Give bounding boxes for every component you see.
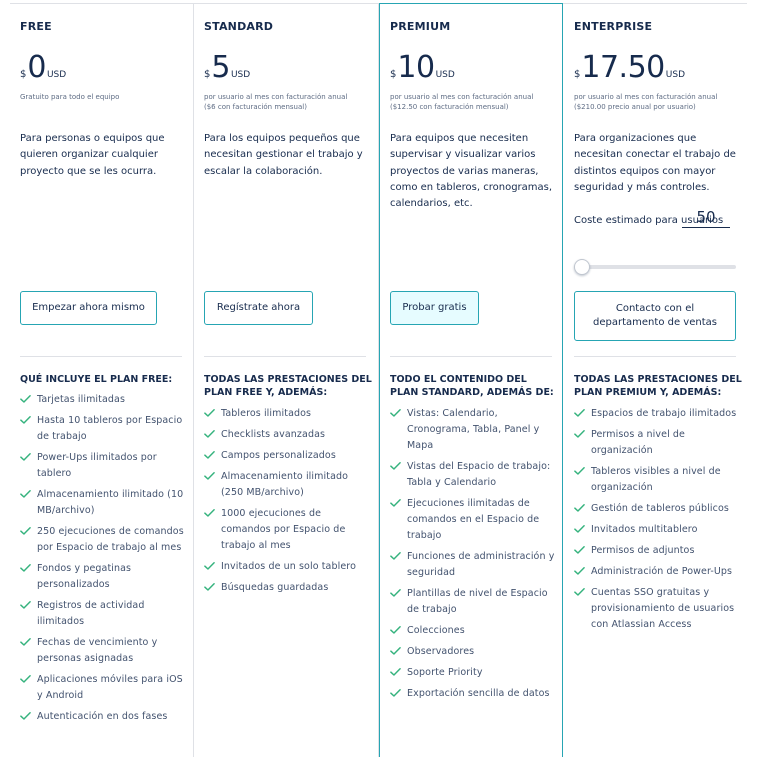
price-note [574,92,717,112]
feature-text: Hasta 10 tableros por Espacio de trabajo [37,415,183,442]
plan-card-enterprise [564,3,747,757]
feature-text: Observadores [407,646,475,657]
feature-item [574,585,742,633]
user-count-slider-track[interactable] [574,265,736,269]
feature-text: Vistas del Espacio de trabajo: Tabla y Calendario [407,461,551,488]
check-icon [20,674,31,684]
feature-text: Ejecuciones ilimitadas de comandos en el Espacio de trabajo [407,498,540,541]
feature-text: Almacenamiento ilimitado (10 MB/archivo) [37,489,184,516]
feature-item [20,635,188,667]
plan-description: Para equipos que necesiten supervisar y visualizar varios proyectos de varias maneras, como en tableros, cronogramas, calendarios, etc. [390,133,553,210]
feature-text: Almacenamiento ilimitado (250 MB/archivo) [221,471,349,498]
price-note [390,92,533,112]
feature-text: Power-Ups ilimitados por tablero [37,452,157,479]
check-icon [574,503,585,513]
price-currency: $ [390,69,397,80]
feature-item [390,586,558,618]
price-amount: 0 [27,50,46,85]
plan-price [390,50,455,85]
price-unit: USD [230,70,251,80]
price-note [204,92,347,112]
check-icon [390,667,401,677]
check-icon [20,600,31,610]
feature-item [390,686,558,702]
check-icon [390,408,401,418]
price-currency: $ [204,69,211,80]
price-note-line: por usuario al mes con facturación anual [574,93,718,101]
check-icon [390,646,401,656]
feature-item [390,623,558,639]
feature-item [20,524,188,556]
price-note-line: por usuario al mes con facturación anual [390,93,534,101]
check-icon [204,408,215,418]
price-note [20,92,119,102]
features-title: TODAS LAS PRESTACIONES DEL PLAN FREE Y, ADEMÁS: [204,374,372,398]
check-icon [20,415,31,425]
price-currency: $ [20,69,27,80]
feature-text: Tarjetas ilimitadas [37,394,126,405]
plan-name: ENTERPRISE [574,20,653,33]
features-list [574,406,742,638]
feature-text: Búsquedas guardadas [221,582,329,593]
feature-text: Administración de Power-Ups [591,566,733,577]
feature-text: Cuentas SSO gratuitas y provisionamiento de usuarios con Atlassian Access [591,587,735,630]
feature-text: Tableros visibles a nivel de organización [591,466,721,493]
check-icon [204,450,215,460]
features-list [390,406,558,707]
feature-text: 250 ejecuciones de comandos por Espacio de trabajo al mes [37,526,184,553]
plan-description: Para los equipos pequeños que necesitan gestionar el trabajo y escalar la colaboración. [204,133,363,177]
check-icon [574,587,585,597]
plan-description: Para personas o equipos que quieren organizar cualquier proyecto que se les ocurra. [20,133,165,177]
check-icon [574,429,585,439]
check-icon [204,561,215,571]
price-note-line: ($12.50 con facturación mensual) [390,103,509,111]
check-icon [390,498,401,508]
feature-item [390,549,558,581]
divider [574,356,736,357]
check-icon [390,688,401,698]
feature-item [390,459,558,491]
check-icon [390,461,401,471]
features-title: TODO EL CONTENIDO DEL PLAN STANDARD, ADEMÁS DE: [390,374,554,398]
plan-card-premium [379,3,563,757]
plan-card-standard [194,3,378,757]
price-amount: 17.50 [581,50,665,85]
feature-text: Registros de actividad ilimitados [37,600,145,627]
feature-text: Funciones de administración y seguridad [407,551,555,578]
feature-text: Fechas de vencimiento y personas asignadas [37,637,158,664]
feature-item [574,427,742,459]
feature-text: Espacios de trabajo ilimitados [591,408,737,419]
check-icon [20,563,31,573]
plan-card-free [10,3,193,757]
check-icon [204,471,215,481]
check-icon [20,711,31,721]
check-icon [204,582,215,592]
sign-up-button[interactable]: Regístrate ahora [204,291,313,325]
price-unit: USD [665,70,685,80]
feature-item [574,464,742,496]
feature-item [574,564,742,580]
feature-item [20,450,188,482]
price-note-line: Gratuito para todo el equipo [20,93,120,101]
feature-text: Soporte Priority [407,667,483,678]
feature-item [574,543,742,559]
user-count-slider-thumb[interactable] [574,259,590,275]
feature-item [390,644,558,660]
plan-price [20,50,67,85]
check-icon [20,489,31,499]
feature-item [574,522,742,538]
plan-name: STANDARD [204,20,274,33]
divider [390,356,552,357]
feature-text: Invitados multitablero [591,524,698,535]
price-note-line: ($210.00 precio anual por usuario) [574,103,696,111]
check-icon [574,524,585,534]
divider [204,356,366,357]
plan-description: Para organizaciones que necesitan conectar el trabajo de distintos equipos con mayor seguridad y más controles. [574,133,736,193]
plan-name: PREMIUM [390,20,451,33]
plan-price [204,50,251,85]
divider [20,356,182,357]
price-amount: 5 [211,50,230,85]
check-icon [574,466,585,476]
check-icon [390,588,401,598]
feature-text: Plantillas de nivel de Espacio de trabajo [407,588,548,615]
contact-sales-button[interactable]: Contacto con el departamento de ventas [574,291,736,341]
check-icon [204,429,215,439]
user-count-input[interactable] [682,206,730,228]
price-unit: USD [435,70,455,80]
feature-text: Colecciones [407,625,465,636]
check-icon [574,408,585,418]
feature-item [20,392,188,408]
start-now-button[interactable]: Empezar ahora mismo [20,291,157,325]
feature-text: Invitados de un solo tablero [221,561,357,572]
feature-text: Checklists avanzadas [221,429,326,440]
price-note-line: ($6 con facturación mensual) [204,103,307,111]
feature-item [20,413,188,445]
feature-item [20,672,188,704]
feature-text: Tableros ilimitados [221,408,312,419]
feature-text: Campos personalizados [221,450,336,461]
feature-item [390,406,558,454]
check-icon [20,637,31,647]
price-unit: USD [46,70,67,80]
feature-item [204,559,372,575]
feature-text: Fondos y pegatinas personalizados [37,563,132,590]
features-list [20,392,188,730]
plan-price [574,50,685,85]
price-currency: $ [574,69,581,80]
check-icon [20,452,31,462]
feature-item [390,496,558,544]
feature-text: Gestión de tableros públicos [591,503,729,514]
feature-item [204,427,372,443]
check-icon [20,526,31,536]
feature-item [20,487,188,519]
feature-item [20,598,188,630]
estimate-label-text: Coste estimado para usuarios [574,215,724,226]
feature-item [390,665,558,681]
feature-item [20,561,188,593]
feature-item [204,580,372,596]
features-title: TODAS LAS PRESTACIONES DEL PLAN PREMIUM Y, ADEMÁS: [574,374,742,398]
feature-text: Permisos a nivel de organización [591,429,686,456]
feature-text: Exportación sencilla de datos [407,688,550,699]
feature-text: 1000 ejecuciones de comandos por Espacio de trabajo al mes [221,508,346,551]
feature-item [20,709,188,725]
check-icon [20,394,31,404]
plan-name: FREE [20,20,52,33]
check-icon [390,625,401,635]
price-note-line: por usuario al mes con facturación anual [204,93,348,101]
feature-text: Aplicaciones móviles para iOS y Android [37,674,183,701]
check-icon [574,545,585,555]
feature-item [574,406,742,422]
feature-text: Permisos de adjuntos [591,545,695,556]
features-title: QUÉ INCLUYE EL PLAN FREE: [20,374,173,385]
check-icon [390,551,401,561]
check-icon [574,566,585,576]
feature-text: Vistas: Calendario, Cronograma, Tabla, Panel y Mapa [407,408,540,451]
feature-item [204,506,372,554]
feature-text: Autenticación en dos fases [37,711,168,722]
feature-item [574,501,742,517]
try-free-button[interactable]: Probar gratis [390,291,479,325]
price-amount: 10 [397,50,435,85]
feature-item [204,469,372,501]
features-list [204,406,372,601]
feature-item [204,448,372,464]
feature-item [204,406,372,422]
check-icon [204,508,215,518]
